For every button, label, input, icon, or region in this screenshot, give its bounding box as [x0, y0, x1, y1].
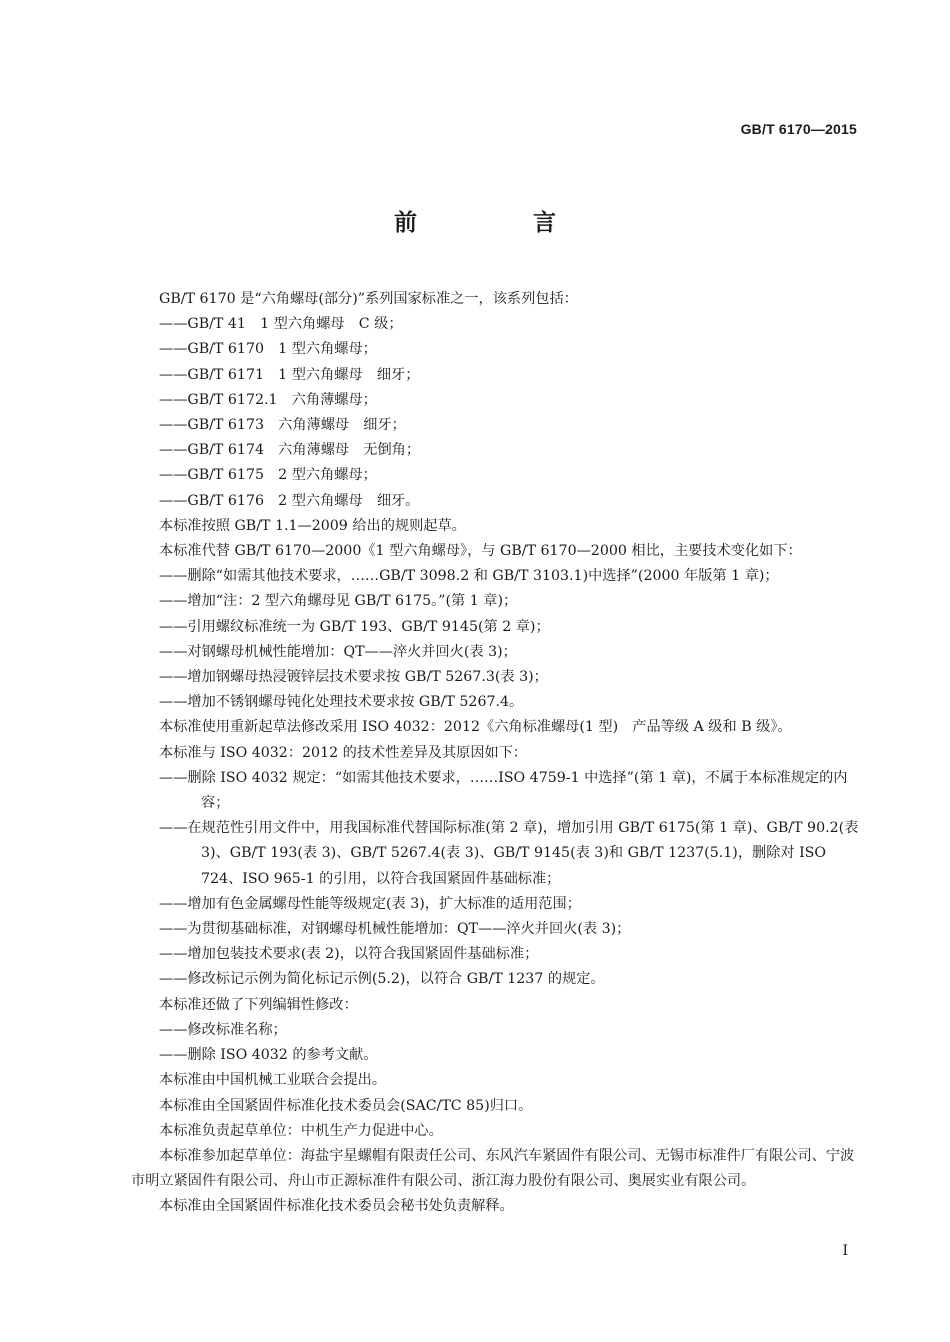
iso-differences-intro: 本标准与 ISO 4032：2012 的技术性差异及其原因如下：: [159, 744, 528, 761]
list-item: ——为贯彻基础标准，对钢螺母机械性能增加：QT——淬火并回火(表 3)；: [159, 921, 631, 938]
iso-adoption-paragraph: 本标准使用重新起草法修改采用 ISO 4032：2012《六角标准螺母(1 型) 产品等级 A 级和 B 级》。: [159, 719, 792, 736]
list-item: ——GB/T 6174 六角薄螺母 无倒角；: [159, 442, 421, 459]
list-item: ——增加包装技术要求(表 2)，以符合我国紧固件基础标准；: [159, 946, 539, 963]
list-item: ——GB/T 6170 1 型六角螺母；: [159, 341, 377, 358]
list-item: ——删除 ISO 4032 规定：“如需其他技术要求，……ISO 4759-1 中选择”(第 1 章)，不属于本标准规定的内容；: [159, 769, 848, 812]
list-item: ——GB/T 6172.1 六角薄螺母；: [159, 391, 377, 408]
page-title: 前 言: [393, 210, 610, 236]
list-item: ——GB/T 6171 1 型六角螺母 细牙；: [159, 366, 420, 383]
list-item: ——增加“注：2 型六角螺母见 GB/T 6175。”(第 1 章)；: [159, 593, 518, 610]
participants-text: 本标准参加起草单位：海盐宇星螺帽有限责任公司、东风汽车紧固件有限公司、无锡市标准件厂有限公司、宁波市明立紧固件有限公司、舟山市正源标准件有限公司、浙江海力股份有限公司、奥展实业有限公司。: [131, 1147, 855, 1190]
editorial-intro: 本标准还做了下列编辑性修改：: [159, 996, 358, 1013]
list-item: ——GB/T 6175 2 型六角螺母；: [159, 467, 377, 484]
document-code: GB/T 6170—2015: [740, 121, 857, 137]
proposed-by-paragraph: 本标准由中国机械工业联合会提出。: [159, 1072, 387, 1089]
list-item: ——引用螺纹标准统一为 GB/T 193、GB/T 9145(第 2 章)；: [159, 618, 550, 635]
list-item: ——修改标记示例为简化标记示例(5.2)，以符合 GB/T 1237 的规定。: [159, 971, 605, 988]
list-item: ——增加有色金属螺母性能等级规定(表 3)，扩大标准的适用范围；: [159, 895, 581, 912]
list-item: ——增加钢螺母热浸镀锌层技术要求按 GB/T 5267.3(表 3)；: [159, 669, 548, 686]
list-item: ——删除“如需其他技术要求，……GB/T 3098.2 和 GB/T 3103.1)中选择”(2000 年版第 1 章)；: [159, 568, 779, 585]
iso-differences-list: [159, 766, 859, 993]
list-item: ——对钢螺母机械性能增加：QT——淬火并回火(表 3)；: [159, 643, 517, 660]
editorial-list: [159, 1018, 859, 1068]
interpretation-paragraph: 本标准由全国紧固件标准化技术委员会秘书处负责解释。: [159, 1198, 514, 1215]
page-number: I: [842, 1243, 848, 1259]
jurisdiction-paragraph: 本标准由全国紧固件标准化技术委员会(SAC/TC 85)归口。: [159, 1097, 533, 1114]
list-item: ——在规范性引用文件中，用我国标准代替国际标准(第 2 章)，增加引用 GB/T 6175(第 1 章)、GB/T 90.2(表 3)、GB/T 193(表 3)、GB/T 5267.4(表 3)、GB/T 9145(表 3)和 GB/T 1237(5.1)，删除对 ISO 724、ISO 965-1 的引用，以符合我国紧固件基础标准；: [159, 820, 859, 887]
foreword-body: [131, 287, 859, 1220]
list-item: ——GB/T 6176 2 型六角螺母 细牙。: [159, 492, 420, 509]
list-item: ——增加不锈钢螺母钝化处理技术要求按 GB/T 5267.4。: [159, 694, 524, 711]
lead-drafter-paragraph: 本标准负责起草单位：中机生产力促进中心。: [159, 1122, 443, 1139]
intro-paragraph: GB/T 6170 是“六角螺母(部分)”系列国家标准之一，该系列包括：: [159, 291, 578, 307]
series-list: [159, 312, 859, 514]
drafting-rule-paragraph: 本标准按照 GB/T 1.1—2009 给出的规则起草。: [159, 517, 466, 534]
list-item: ——修改标准名称；: [159, 1021, 287, 1038]
participants-paragraph: [131, 1144, 859, 1194]
list-item: ——删除 ISO 4032 的参考文献。: [159, 1047, 378, 1064]
list-item: ——GB/T 41 1 型六角螺母 C 级；: [159, 316, 403, 333]
replaces-paragraph: 本标准代替 GB/T 6170—2000《1 型六角螺母》，与 GB/T 6170—2000 相比，主要技术变化如下：: [159, 543, 802, 560]
list-item: ——GB/T 6173 六角薄螺母 细牙；: [159, 417, 406, 434]
changes-list: [159, 564, 859, 715]
